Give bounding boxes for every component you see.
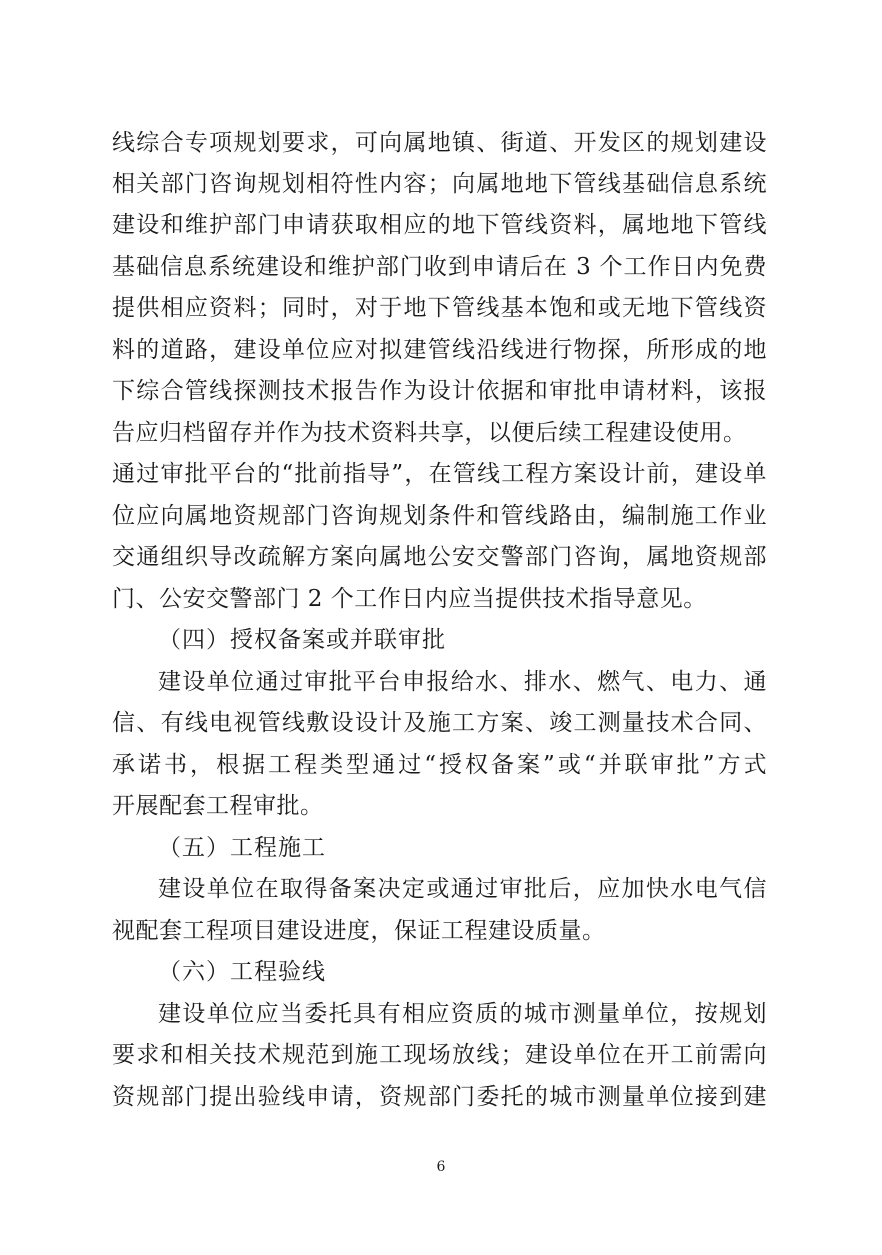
section-heading-5: （五）工程施工 <box>158 835 326 861</box>
paragraph-line: 下综合管线探测技术报告作为设计依据和审批申请材料，该报 <box>112 378 767 404</box>
paragraph-line: 提供相应资料；同时，对于地下管线基本饱和或无地下管线资 <box>112 295 767 321</box>
page-number: 6 <box>436 1159 446 1175</box>
paragraph-line: 料的道路，建设单位应对拟建管线沿线进行物探，所形成的地 <box>112 337 767 363</box>
section-heading-4: （四）授权备案或并联审批 <box>158 627 446 653</box>
paragraph-line: 位应向属地资规部门咨询规划条件和管线路由，编制施工作业 <box>112 503 767 529</box>
paragraph-line: 要求和相关技术规范到施工现场放线；建设单位在开工前需向 <box>112 1042 767 1068</box>
paragraph-line: 线综合专项规划要求，可向属地镇、街道、开发区的规划建设 <box>112 130 767 156</box>
paragraph-line: 承诺书，根据工程类型通过“授权备案”或“并联审批”方式 <box>112 752 767 778</box>
paragraph-line: 视配套工程项目建设进度，保证工程建设质量。 <box>112 918 606 944</box>
paragraph-line: 告应归档留存并作为技术资料共享，以便后续工程建设使用。 <box>112 420 747 446</box>
paragraph-line: 开展配套工程审批。 <box>112 793 324 819</box>
section-heading-6: （六）工程验线 <box>158 959 326 985</box>
paragraph-line: 信、有线电视管线敷设设计及施工方案、竣工测量技术合同、 <box>112 710 767 736</box>
paragraph-line: 通过审批平台的“批前指导”，在管线工程方案设计前，建设单 <box>112 461 767 487</box>
paragraph-line: 建设单位在取得备案决定或通过审批后，应加快水电气信 <box>158 876 767 902</box>
paragraph-line: 门、公安交警部门 2 个工作日内应当提供技术指导意见。 <box>112 586 707 612</box>
paragraph-line: 建设单位通过审批平台申报给水、排水、燃气、电力、通 <box>158 669 767 695</box>
paragraph-line: 交通组织导改疏解方案向属地公安交警部门咨询，属地资规部 <box>112 544 767 570</box>
paragraph-line: 资规部门提出验线申请，资规部门委托的城市测量单位接到建 <box>112 1084 767 1110</box>
paragraph-line: 基础信息系统建设和维护部门收到申请后在 3 个工作日内免费 <box>112 254 767 280</box>
paragraph-line: 建设单位应当委托具有相应资质的城市测量单位，按规划 <box>158 1001 767 1027</box>
paragraph-line: 相关部门咨询规划相符性内容；向属地地下管线基础信息系统 <box>112 171 767 197</box>
paragraph-line: 建设和维护部门申请获取相应的地下管线资料，属地地下管线 <box>112 212 767 238</box>
